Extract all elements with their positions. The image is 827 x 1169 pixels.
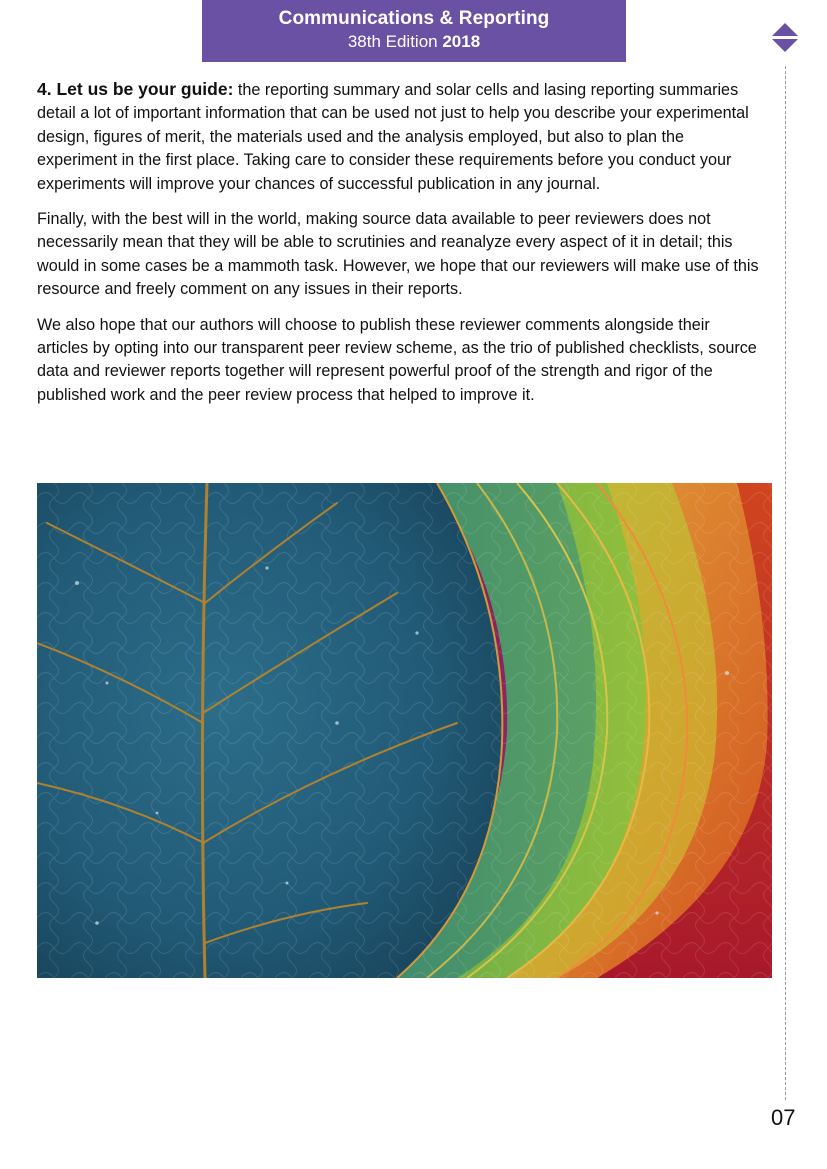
triangle-up-icon[interactable]: [771, 22, 799, 37]
leaves-illustration: [37, 483, 772, 978]
edition-year: 2018: [442, 32, 481, 51]
triangle-down-icon[interactable]: [771, 38, 799, 53]
page-navigation: [771, 22, 799, 54]
edition-label: 38th Edition: [347, 32, 438, 51]
article-body: [37, 78, 765, 419]
page-number: 07: [771, 1105, 796, 1130]
paragraph-guide-text: the reporting summary and solar cells and lasing reporting summaries detail a lot of important information that can be used not just to help you describe your experimental design, figures of merit, the materials used and the analysis employed, but also to plan the experiment in the first place. Taking care to consider these requirements before you conduct your experiments will improve your chances of successful publication in any journal.: [37, 81, 749, 193]
paragraph-guide: [37, 78, 765, 196]
vein-texture: [37, 483, 772, 978]
paragraph-guide-lead: 4. Let us be your guide:: [37, 79, 234, 99]
side-divider: [785, 66, 786, 1100]
header-title: Communications & Reporting: [278, 8, 550, 29]
paragraph-transparent-review: We also hope that our authors will choose to publish these reviewer comments alongside their articles by opting into our transparent peer review scheme, as the trio of published checklists, source data and reviewer reports together will represent powerful proof of the strength and rigor of the published work and the peer review process that helped to improve it.: [37, 315, 757, 404]
paragraph-source-data: Finally, with the best will in the world, making source data available to peer reviewers does not necessarily mean that they will be able to scrutinies and reanalyze every aspect of it in detail; this would in some cases be a mammoth task. However, we hope that our reviewers will make use of this resource and freely comment on any issues in their reports.: [37, 210, 759, 299]
header-edition: [202, 31, 626, 53]
header-banner: [202, 0, 626, 62]
leaves-photo: [37, 483, 772, 978]
